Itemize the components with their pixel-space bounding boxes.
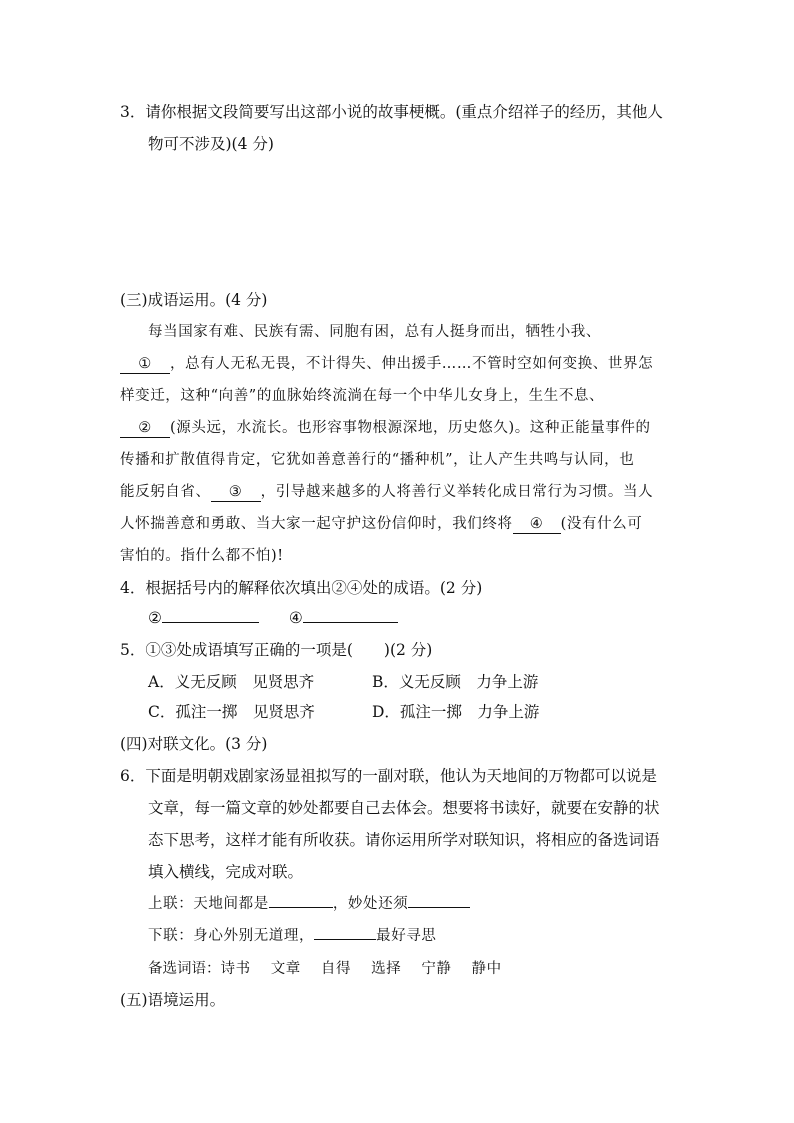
q5-option-a[interactable]: A．义无反顾 见贤思齐 (148, 673, 315, 691)
couplet-upper-label: 上联：天地间都是 (148, 896, 269, 912)
passage-line-2 (120, 354, 653, 374)
passage-line-6-a: 能反躬自省、 (120, 484, 211, 500)
word-option: 文章 (270, 961, 301, 977)
word-option: 自得 (320, 961, 352, 977)
q5-text: 5．①③处成语填写正确的一项是( )(2 分) (120, 641, 433, 659)
couplet-upper-blank-2[interactable] (408, 907, 470, 908)
passage-line-3: 样变迁，这种“向善”的血脉始终流淌在每一个中华儿女身上，生生不息、 (120, 388, 605, 404)
q6-line-2: 文章，每一篇文章的妙处都要自己去体会。想要将书读好，就要在安静的状 (148, 799, 660, 817)
couplet-upper-blank-1[interactable] (269, 907, 333, 908)
blank-3[interactable]: ③ (211, 483, 261, 502)
q6-line-3: 态下思考，这样才能有所收获。请你运用所学对联知识，将相应的备选词语 (148, 831, 660, 849)
passage-line-1: 每当国家有难、民族有需、同胞有困，总有人挺身而出，牺牲小我、 (148, 324, 601, 340)
couplet-upper (148, 894, 470, 914)
couplet-upper-mid: ，妙处还须 (332, 896, 409, 912)
word-options-label: 备选词语： (148, 961, 221, 977)
q4-label-4: ④ (288, 609, 303, 627)
q4-answers (148, 608, 398, 628)
word-options (148, 958, 502, 979)
passage-line-5: 传播和扩散值得肯定，它犹如善意善行的“播种机”，让人产生共鸣与认同，也 (120, 452, 635, 468)
section-4-heading: (四)对联文化。(3 分) (120, 735, 268, 753)
section-5-heading: (五)语境运用。 (120, 991, 226, 1009)
word-option: 选择 (371, 961, 402, 977)
couplet-lower-end: 最好寻思 (376, 928, 437, 944)
q4-label-2: ② (148, 609, 162, 627)
passage-line-4 (120, 418, 651, 438)
passage-line-2-text: ，总有人无私无畏，不计得失、伸出援手……不管时空如何变换、世界怎 (170, 356, 654, 372)
passage-line-6-b: ，引导越来越多的人将善行义举转化成日常行为习惯。当人 (260, 484, 654, 500)
q5-option-b[interactable]: B．义无反顾 力争上游 (372, 673, 539, 691)
passage-line-7-a: 人怀揣善意和勇敢、当大家一起守护这份信仰时，我们终将 (120, 516, 513, 532)
q3-line-2: 物可不涉及)(4 分) (148, 135, 274, 153)
q4-answer-4-field[interactable] (303, 622, 398, 623)
q3-line-1: 3．请你根据文段简要写出这部小说的故事梗概。(重点介绍祥子的经历，其他人 (120, 103, 663, 121)
q4-text: 4．根据括号内的解释依次填出②④处的成语。(2 分) (120, 579, 483, 597)
blank-1[interactable]: ① (120, 355, 170, 374)
couplet-lower-label: 下联：身心外别无道理， (148, 928, 315, 944)
blank-2[interactable]: ② (120, 419, 170, 438)
word-option: 宁静 (421, 961, 452, 977)
q5-option-d[interactable]: D．孤注一掷 力争上游 (372, 703, 540, 721)
passage-line-8: 害怕的。指什么都不怕)! (120, 548, 284, 564)
passage-line-4-text: (源头远，水流长。也形容事物根源深地，历史悠久)。这种正能量事件的 (170, 420, 651, 436)
q4-answer-2-field[interactable] (162, 622, 259, 623)
couplet-lower (148, 926, 437, 946)
q6-line-1: 6．下面是明朝戏剧家汤显祖拟写的一副对联，他认为天地间的万物都可以说是 (120, 767, 657, 785)
passage-line-7-b: (没有什么可 (560, 516, 643, 532)
couplet-lower-blank[interactable] (314, 939, 376, 940)
word-option: 静中 (471, 961, 502, 977)
section-3-heading: (三)成语运用。(4 分) (120, 291, 268, 309)
blank-4[interactable]: ④ (513, 515, 561, 534)
q6-line-4: 填入横线，完成对联。 (148, 863, 304, 881)
passage-line-7 (120, 514, 642, 534)
q5-option-c[interactable]: C．孤注一掷 见贤思齐 (148, 703, 315, 721)
passage-line-6 (120, 482, 653, 502)
word-option: 诗书 (220, 961, 251, 977)
